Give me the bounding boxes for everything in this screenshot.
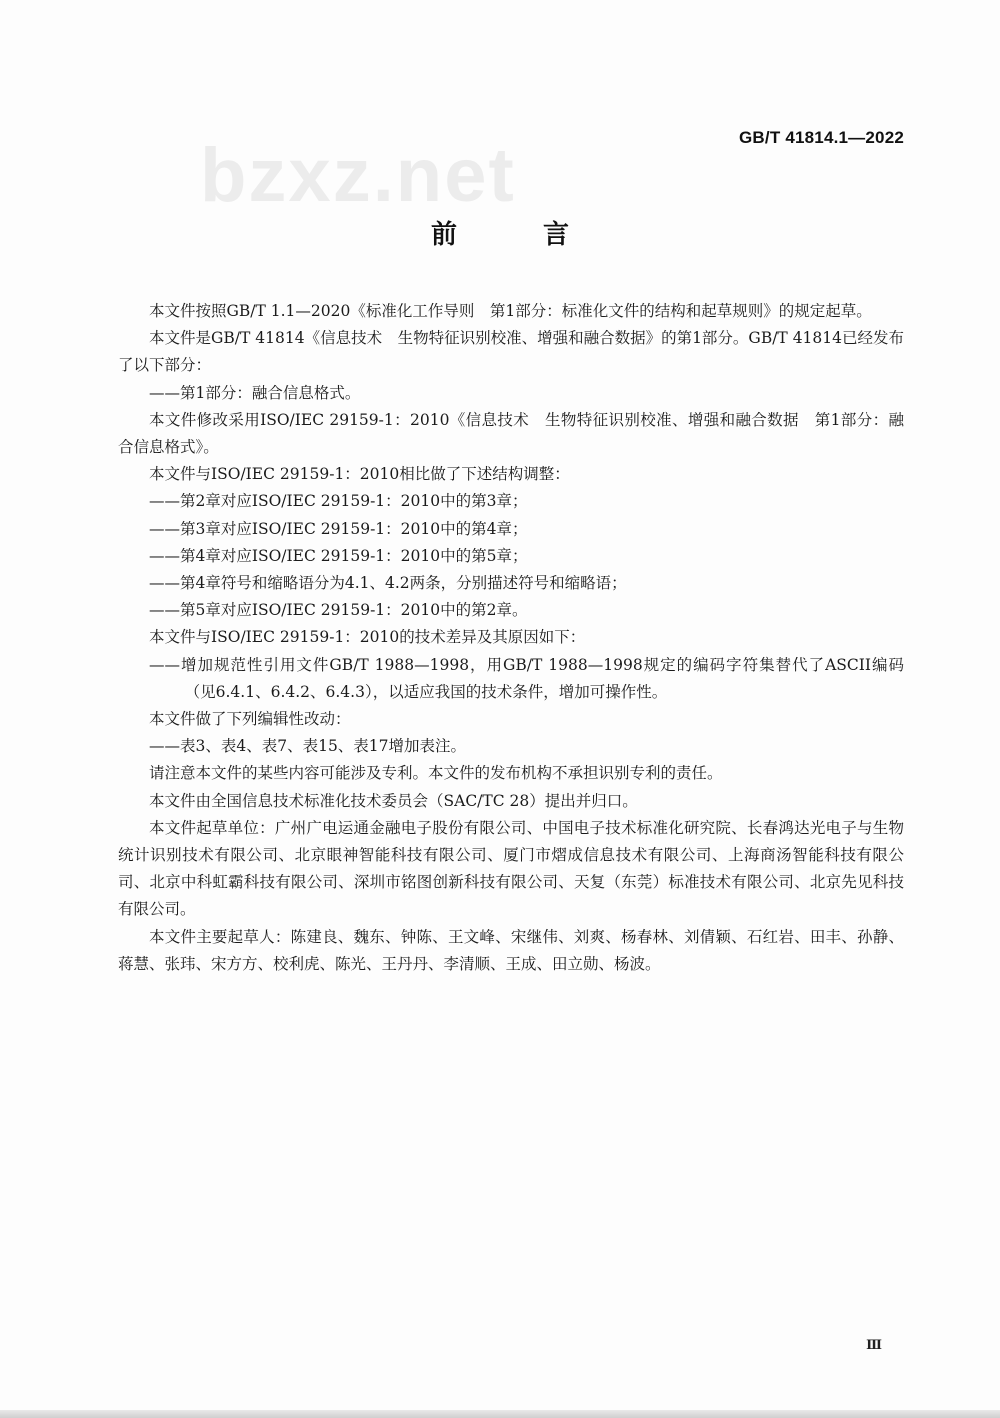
page-number: Ⅲ [866, 1338, 882, 1353]
paragraph-part-info: 本文件是GB/T 41814《信息技术 生物特征识别校准、增强和融合数据》的第1部分。GB/T 41814已经发布了以下部分： [118, 329, 904, 375]
page-title: 前 言 [430, 220, 599, 250]
paragraph-drafters: 本文件主要起草人：陈建良、魏东、钟陈、王文峰、宋继伟、刘爽、杨春林、刘倩颖、石红岩、田丰、孙静、蒋慧、张玮、宋方方、校利虎、陈光、王丹丹、李清顺、王成、田立勋、杨波。 [118, 927, 904, 973]
paragraph-editorial-intro: 本文件做了下列编辑性改动： [149, 710, 351, 729]
foreword-body [118, 298, 904, 978]
list-item: ——第1部分：融合信息格式。 [149, 383, 361, 402]
paragraph-technical-diff-intro: 本文件与ISO/IEC 29159-1：2010的技术差异及其原因如下： [149, 628, 586, 647]
paragraph-structure-intro: 本文件与ISO/IEC 29159-1：2010相比做了下述结构调整： [149, 465, 570, 484]
standard-code: GB/T 41814.1—2022 [739, 128, 904, 147]
list-item: ——第5章对应ISO/IEC 29159-1：2010中的第2章。 [149, 601, 528, 620]
list-item: ——第3章对应ISO/IEC 29159-1：2010中的第4章； [149, 519, 528, 538]
list-item: ——增加规范性引用文件GB/T 1988—1998，用GB/T 1988—1998规定的编码字符集替代了ASCII编码（见6.4.1、6.4.2、6.4.3），以适应我国的技术条件，增加可操作性。 [149, 655, 904, 701]
paragraph-proposer: 本文件由全国信息技术标准化技术委员会（SAC/TC 28）提出并归口。 [149, 791, 638, 810]
watermark: bzxz.net [200, 133, 516, 218]
paragraph-drafting-units: 本文件起草单位：广州广电运通金融电子股份有限公司、中国电子技术标准化研究院、长春鸿达光电子与生物统计识别技术有限公司、北京眼神智能科技有限公司、厦门市熠成信息技术有限公司、上海商汤智能科技有限公司、北京中科虹霸科技有限公司、深圳市铭图创新科技有限公司、天复（东莞）标准技术有限公司、北京先见科技有限公司。 [118, 818, 904, 919]
paragraph-adoption: 本文件修改采用ISO/IEC 29159-1：2010《信息技术 生物特征识别校准、增强和融合数据 第1部分：融合信息格式》。 [118, 410, 904, 457]
paragraph-patent-notice: 请注意本文件的某些内容可能涉及专利。本文件的发布机构不承担识别专利的责任。 [149, 764, 723, 783]
list-item: ——第4章符号和缩略语分为4.1、4.2两条，分别描述符号和缩略语； [149, 574, 627, 593]
list-item: ——第4章对应ISO/IEC 29159-1：2010中的第5章； [149, 546, 528, 565]
list-item: ——第2章对应ISO/IEC 29159-1：2010中的第3章； [149, 492, 528, 511]
list-item: ——表3、表4、表7、表15、表17增加表注。 [149, 737, 467, 756]
page-bottom-edge [0, 1410, 1000, 1418]
paragraph-drafting-rules: 本文件按照GB/T 1.1—2020《标准化工作导则 第1部分：标准化文件的结构和起草规则》的规定起草。 [149, 302, 872, 320]
